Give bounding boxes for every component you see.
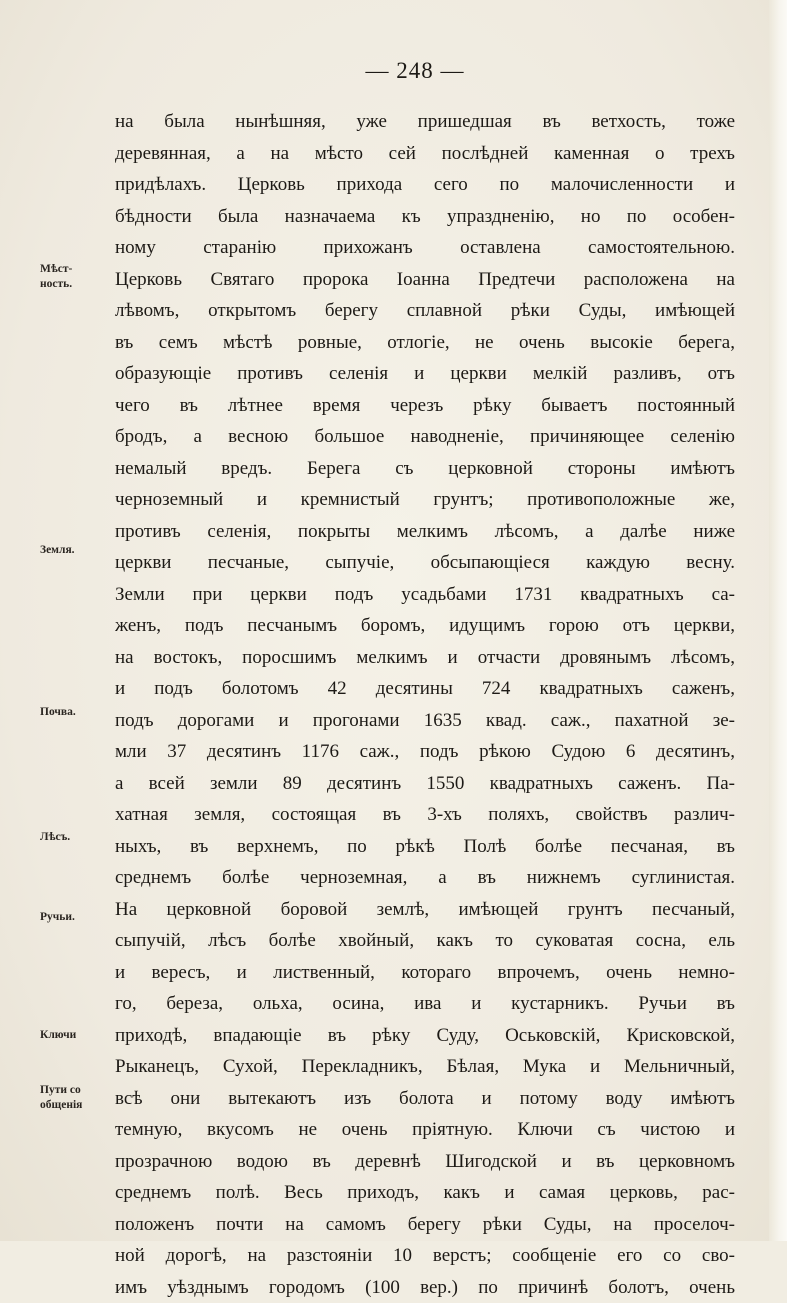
- margin-note-puti-soobshcheniya: [40, 1083, 110, 1113]
- text-line: чего въ лѣтнее время черезъ рѣку бываетъ постоянный: [115, 390, 735, 422]
- margin-note-line: Лѣсъ.: [40, 830, 110, 845]
- margin-note-mestnost: [40, 262, 110, 292]
- text-line: на была нынѣшняя, уже пришедшая въ ветхость, тоже: [115, 106, 735, 138]
- text-line: положенъ почти на самомъ берегу рѣки Суды, на проселоч-: [115, 1209, 735, 1241]
- text-line: сыпучій, лѣсъ болѣе хвойный, какъ то суковатая сосна, ель: [115, 925, 735, 957]
- body-text: [115, 106, 735, 1303]
- margin-note-line: Ручьи.: [40, 910, 110, 925]
- text-line: лѣвомъ, открытомъ берегу сплавной рѣки Суды, имѣющей: [115, 295, 735, 327]
- text-line: подъ дорогами и прогонами 1635 квад. саж., пахатной зе-: [115, 705, 735, 737]
- text-line: ному старанію прихожанъ оставлена самостоятельною.: [115, 232, 735, 264]
- text-line: образующіе противъ селенія и церкви мелкій разливъ, отъ: [115, 358, 735, 390]
- text-line: женъ, подъ песчанымъ боромъ, идущимъ горою отъ церкви,: [115, 610, 735, 642]
- text-line: ной дорогѣ, на разстояніи 10 верстъ; сообщеніе его со сво-: [115, 1240, 735, 1272]
- text-line: противъ селенія, покрыты мелкимъ лѣсомъ, а далѣе ниже: [115, 516, 735, 548]
- margin-note-line: общенія: [40, 1098, 110, 1113]
- margin-note-line: Земля.: [40, 543, 110, 558]
- text-line: немалый вредъ. Берега съ церковной стороны имѣютъ: [115, 453, 735, 485]
- text-line: и вересъ, и лиственный, котораго впрочемъ, очень немно-: [115, 957, 735, 989]
- text-line: придѣлахъ. Церковь прихода сего по малочисленности и: [115, 169, 735, 201]
- text-line: мли 37 десятинъ 1176 саж., подъ рѣкою Судою 6 десятинъ,: [115, 736, 735, 768]
- margin-note-pochva: [40, 705, 110, 720]
- margin-note-line: Пути со: [40, 1083, 110, 1098]
- margin-note-line: Мѣст-: [40, 262, 110, 277]
- margin-note-zemlya: [40, 543, 110, 558]
- text-line: прозрачною водою въ деревнѣ Шигодской и въ церковномъ: [115, 1146, 735, 1178]
- margin-note-les: [40, 830, 110, 845]
- margin-note-ruchyi: [40, 910, 110, 925]
- text-line: ныхъ, въ верхнемъ, по рѣкѣ Полѣ болѣе песчаная, въ: [115, 831, 735, 863]
- text-line: въ семъ мѣстѣ ровные, отлогіе, не очень высокіе берега,: [115, 327, 735, 359]
- text-line: бродъ, а весною большое наводненіе, причиняющее селенію: [115, 421, 735, 453]
- text-line: среднемъ болѣе черноземная, а въ нижнемъ суглинистая.: [115, 862, 735, 894]
- page-number: — 248 —: [360, 58, 470, 84]
- margin-note-line: ность.: [40, 277, 110, 292]
- margin-note-line: Ключи: [40, 1028, 110, 1043]
- margin-note-line: Почва.: [40, 705, 110, 720]
- text-line: Земли при церкви подъ усадьбами 1731 квадратныхъ са-: [115, 579, 735, 611]
- text-line: среднемъ полѣ. Весь приходъ, какъ и самая церковь, рас-: [115, 1177, 735, 1209]
- text-line: темную, вкусомъ не очень пріятную. Ключи съ чистою и: [115, 1114, 735, 1146]
- text-line: имъ уѣзднымъ городомъ (100 вер.) по причинѣ болотъ, очень: [115, 1272, 735, 1303]
- text-line: на востокъ, поросшимъ мелкимъ и отчасти дровянымъ лѣсомъ,: [115, 642, 735, 674]
- text-line: черноземный и кремнистый грунтъ; противоположные же,: [115, 484, 735, 516]
- text-line: а всей земли 89 десятинъ 1550 квадратныхъ саженъ. Па-: [115, 768, 735, 800]
- text-line: Рыканецъ, Сухой, Перекладникъ, Бѣлая, Мука и Мельничный,: [115, 1051, 735, 1083]
- text-line: го, береза, ольха, осина, ива и кустарникъ. Ручьи въ: [115, 988, 735, 1020]
- margin-note-klyuchi: [40, 1028, 110, 1043]
- text-line: хатная земля, состоящая въ 3-хъ поляхъ, свойствъ различ-: [115, 799, 735, 831]
- text-line: Церковь Святаго пророка Іоанна Предтечи расположена на: [115, 264, 735, 296]
- text-line: и подъ болотомъ 42 десятины 724 квадратныхъ саженъ,: [115, 673, 735, 705]
- text-line: бѣдности была назначаема къ упраздненію, но по особен-: [115, 201, 735, 233]
- text-line: церкви песчаные, сыпучіе, обсыпающіеся каждую весну.: [115, 547, 735, 579]
- text-line: приходѣ, впадающіе въ рѣку Суду, Оськовскій, Крисковской,: [115, 1020, 735, 1052]
- text-line: всѣ они вытекаютъ изъ болота и потому воду имѣютъ: [115, 1083, 735, 1115]
- text-line: деревянная, а на мѣсто сей послѣдней каменная о трехъ: [115, 138, 735, 170]
- text-line: На церковной боровой землѣ, имѣющей грунтъ песчаный,: [115, 894, 735, 926]
- page-edge: [769, 0, 787, 1241]
